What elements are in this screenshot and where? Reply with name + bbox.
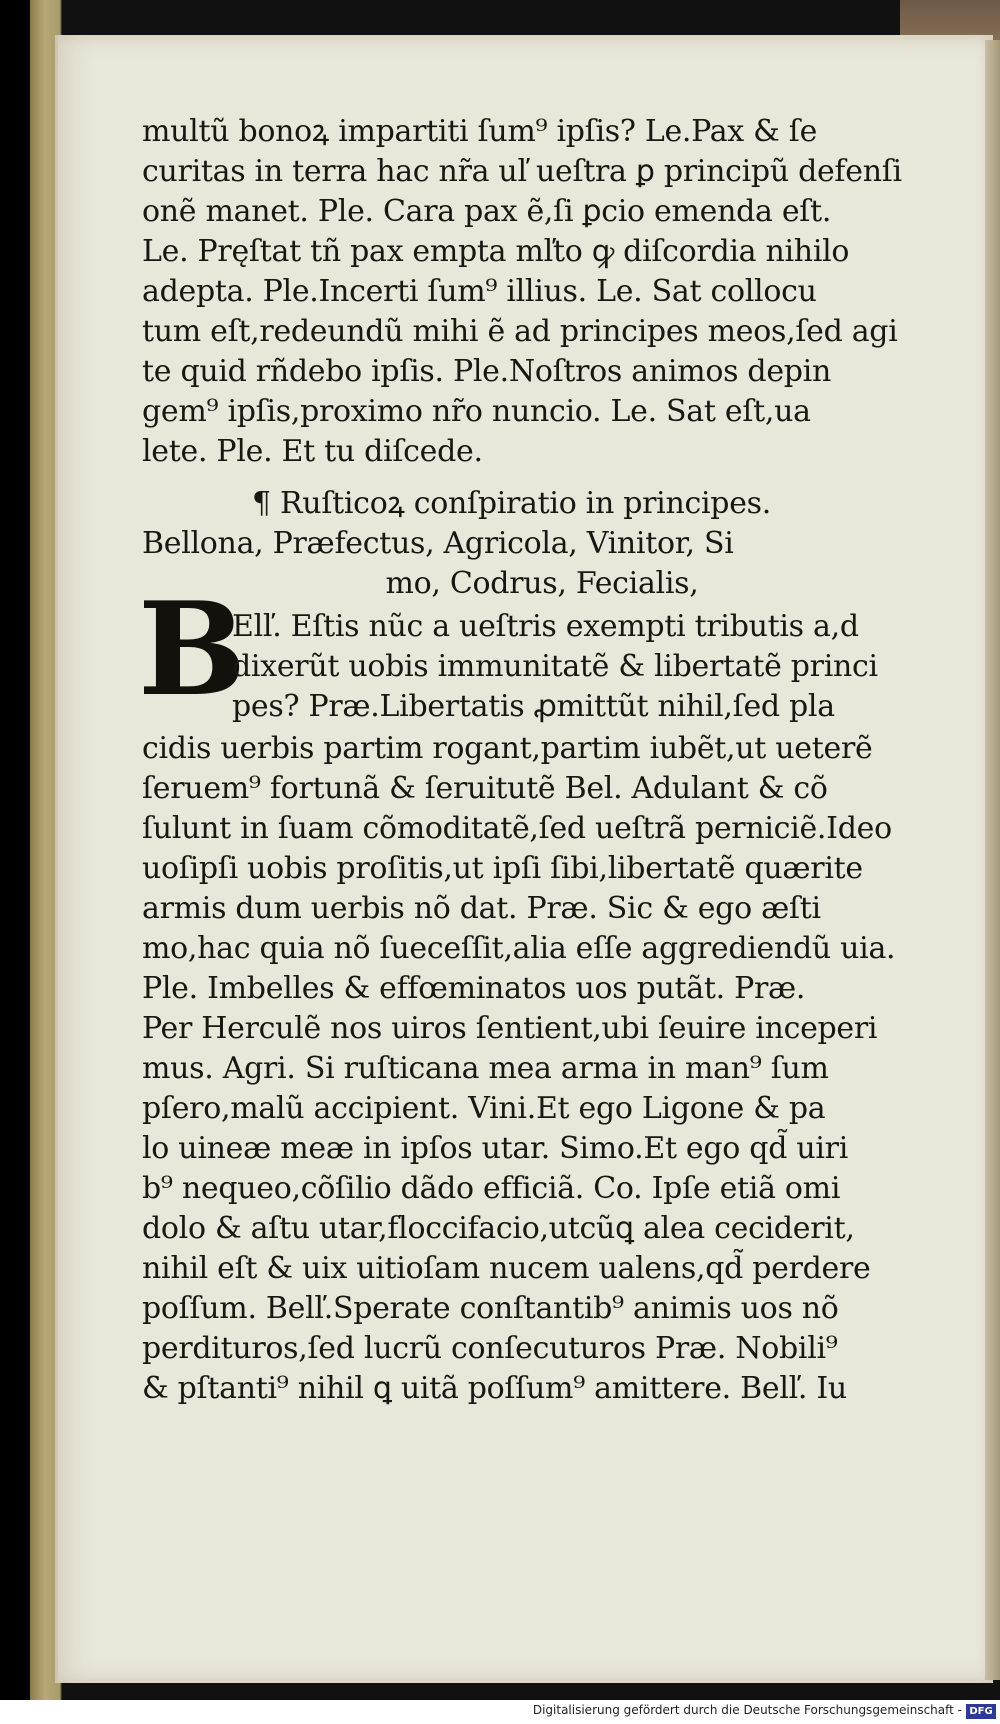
text-line: mo,hac quia nõ ſueceſſit,alia eſſe aggrediendũ uia.	[142, 931, 896, 966]
text-line: Le. Pręſtat tñ pax empta mľto ꝙ diſcordia nihilo	[142, 234, 850, 269]
text-line: dolo & aſtu utar,floccifacio,utcũꝗ alea ceciderit,	[142, 1211, 855, 1246]
digitization-footer	[0, 1700, 1000, 1724]
text-line: Per Herculẽ nos uiros ſentient,ubi ſeuire inceperi	[142, 1011, 878, 1046]
text-line: multũ bonoꝝ impartiti ſum⁹ ipſis? Le.Pax & ſe	[142, 114, 818, 149]
text-line: curitas in terra hac nr̃a uľ ueſtra ꝑ principũ defenſi	[142, 154, 902, 189]
speaker-list: mo, Codrus, Fecialis,	[385, 566, 699, 601]
section-heading: ¶ Ruſticoꝝ conſpiratio in principes.	[252, 486, 771, 521]
text-line: pſero,malũ accipient. Vini.Et ego Ligone & pa	[142, 1091, 826, 1126]
text-line: pes? Præ.Libertatis ꝓmittũt nihil,ſed pla	[232, 689, 835, 724]
text-line: uoſipſi uobis proſitis,ut ipſi ſibi,libertatẽ quærite	[142, 851, 863, 886]
text-line: Elľ. Eſtis nũc a ueſtris exempti tributis a,d	[232, 609, 859, 644]
text-line: gem⁹ ipſis,proximo nr̃o nuncio. Le. Sat eſt,ua	[142, 394, 811, 429]
speaker-list: Bellona, Præfectus, Agricola, Vinitor, Si	[142, 526, 734, 561]
dfg-logo: DFG	[966, 1704, 996, 1719]
text-line: Ple. Imbelles & effœminatos uos putãt. Præ.	[142, 971, 806, 1006]
text-line: nihil eſt & uix uitioſam nucem ualens,qd̃ perdere	[142, 1251, 871, 1286]
text-line: adepta. Ple.Incerti ſum⁹ illius. Le. Sat collocu	[142, 274, 817, 309]
text-line: lete. Ple. Et tu diſcede.	[142, 434, 483, 469]
text-line: mus. Agri. Si ruſticana mea arma in man⁹ ſum	[142, 1051, 829, 1086]
text-line: ſeruem⁹ fortunã & ſeruitutẽ Bel. Adulant & cõ	[142, 771, 828, 806]
text-line: perdituros,ſed lucrũ conſecuturos Præ. Nobili⁹	[142, 1331, 838, 1366]
text-line: tum eſt,redeundũ mihi ẽ ad principes meos,ſed agi	[142, 314, 898, 349]
text-line: lo uineæ meæ in ipſos utar. Simo.Et ego qd̃ uiri	[142, 1131, 848, 1166]
text-line: dixerũt uobis immunitatẽ & libertatẽ princi	[232, 649, 878, 684]
funding-note: Digitalisierung gefördert durch die Deutsche Forschungsgemeinschaft -	[532, 1703, 962, 1717]
text-line: poſſum. Belľ.Sperate conſtantib⁹ animis uos nõ	[142, 1291, 839, 1326]
text-line: b⁹ nequeo,cõſilio dãdo efficiã. Co. Ipſe etiã omi	[142, 1171, 841, 1206]
text-line: cidis uerbis partim rogant,partim iubẽt,ut ueterẽ	[142, 731, 873, 766]
text-line: & pſtanti⁹ nihil ꝗ uitã poſſum⁹ amittere. Belľ. Iu	[142, 1371, 847, 1406]
page-edge	[985, 40, 1000, 1680]
text-line: armis dum uerbis nõ dat. Præ. Sic & ego æſti	[142, 891, 821, 926]
text-line: te quid rñdebo ipſis. Ple.Noſtros animos depin	[142, 354, 831, 389]
text-line: ſulunt in ſuam cõmoditatẽ,ſed ueſtrã perniciẽ.Ideo	[142, 811, 892, 846]
drop-cap-initial: B	[138, 575, 247, 725]
text-line: onẽ manet. Ple. Cara pax ẽ,ſi ꝑcio emenda eſt.	[142, 194, 832, 229]
